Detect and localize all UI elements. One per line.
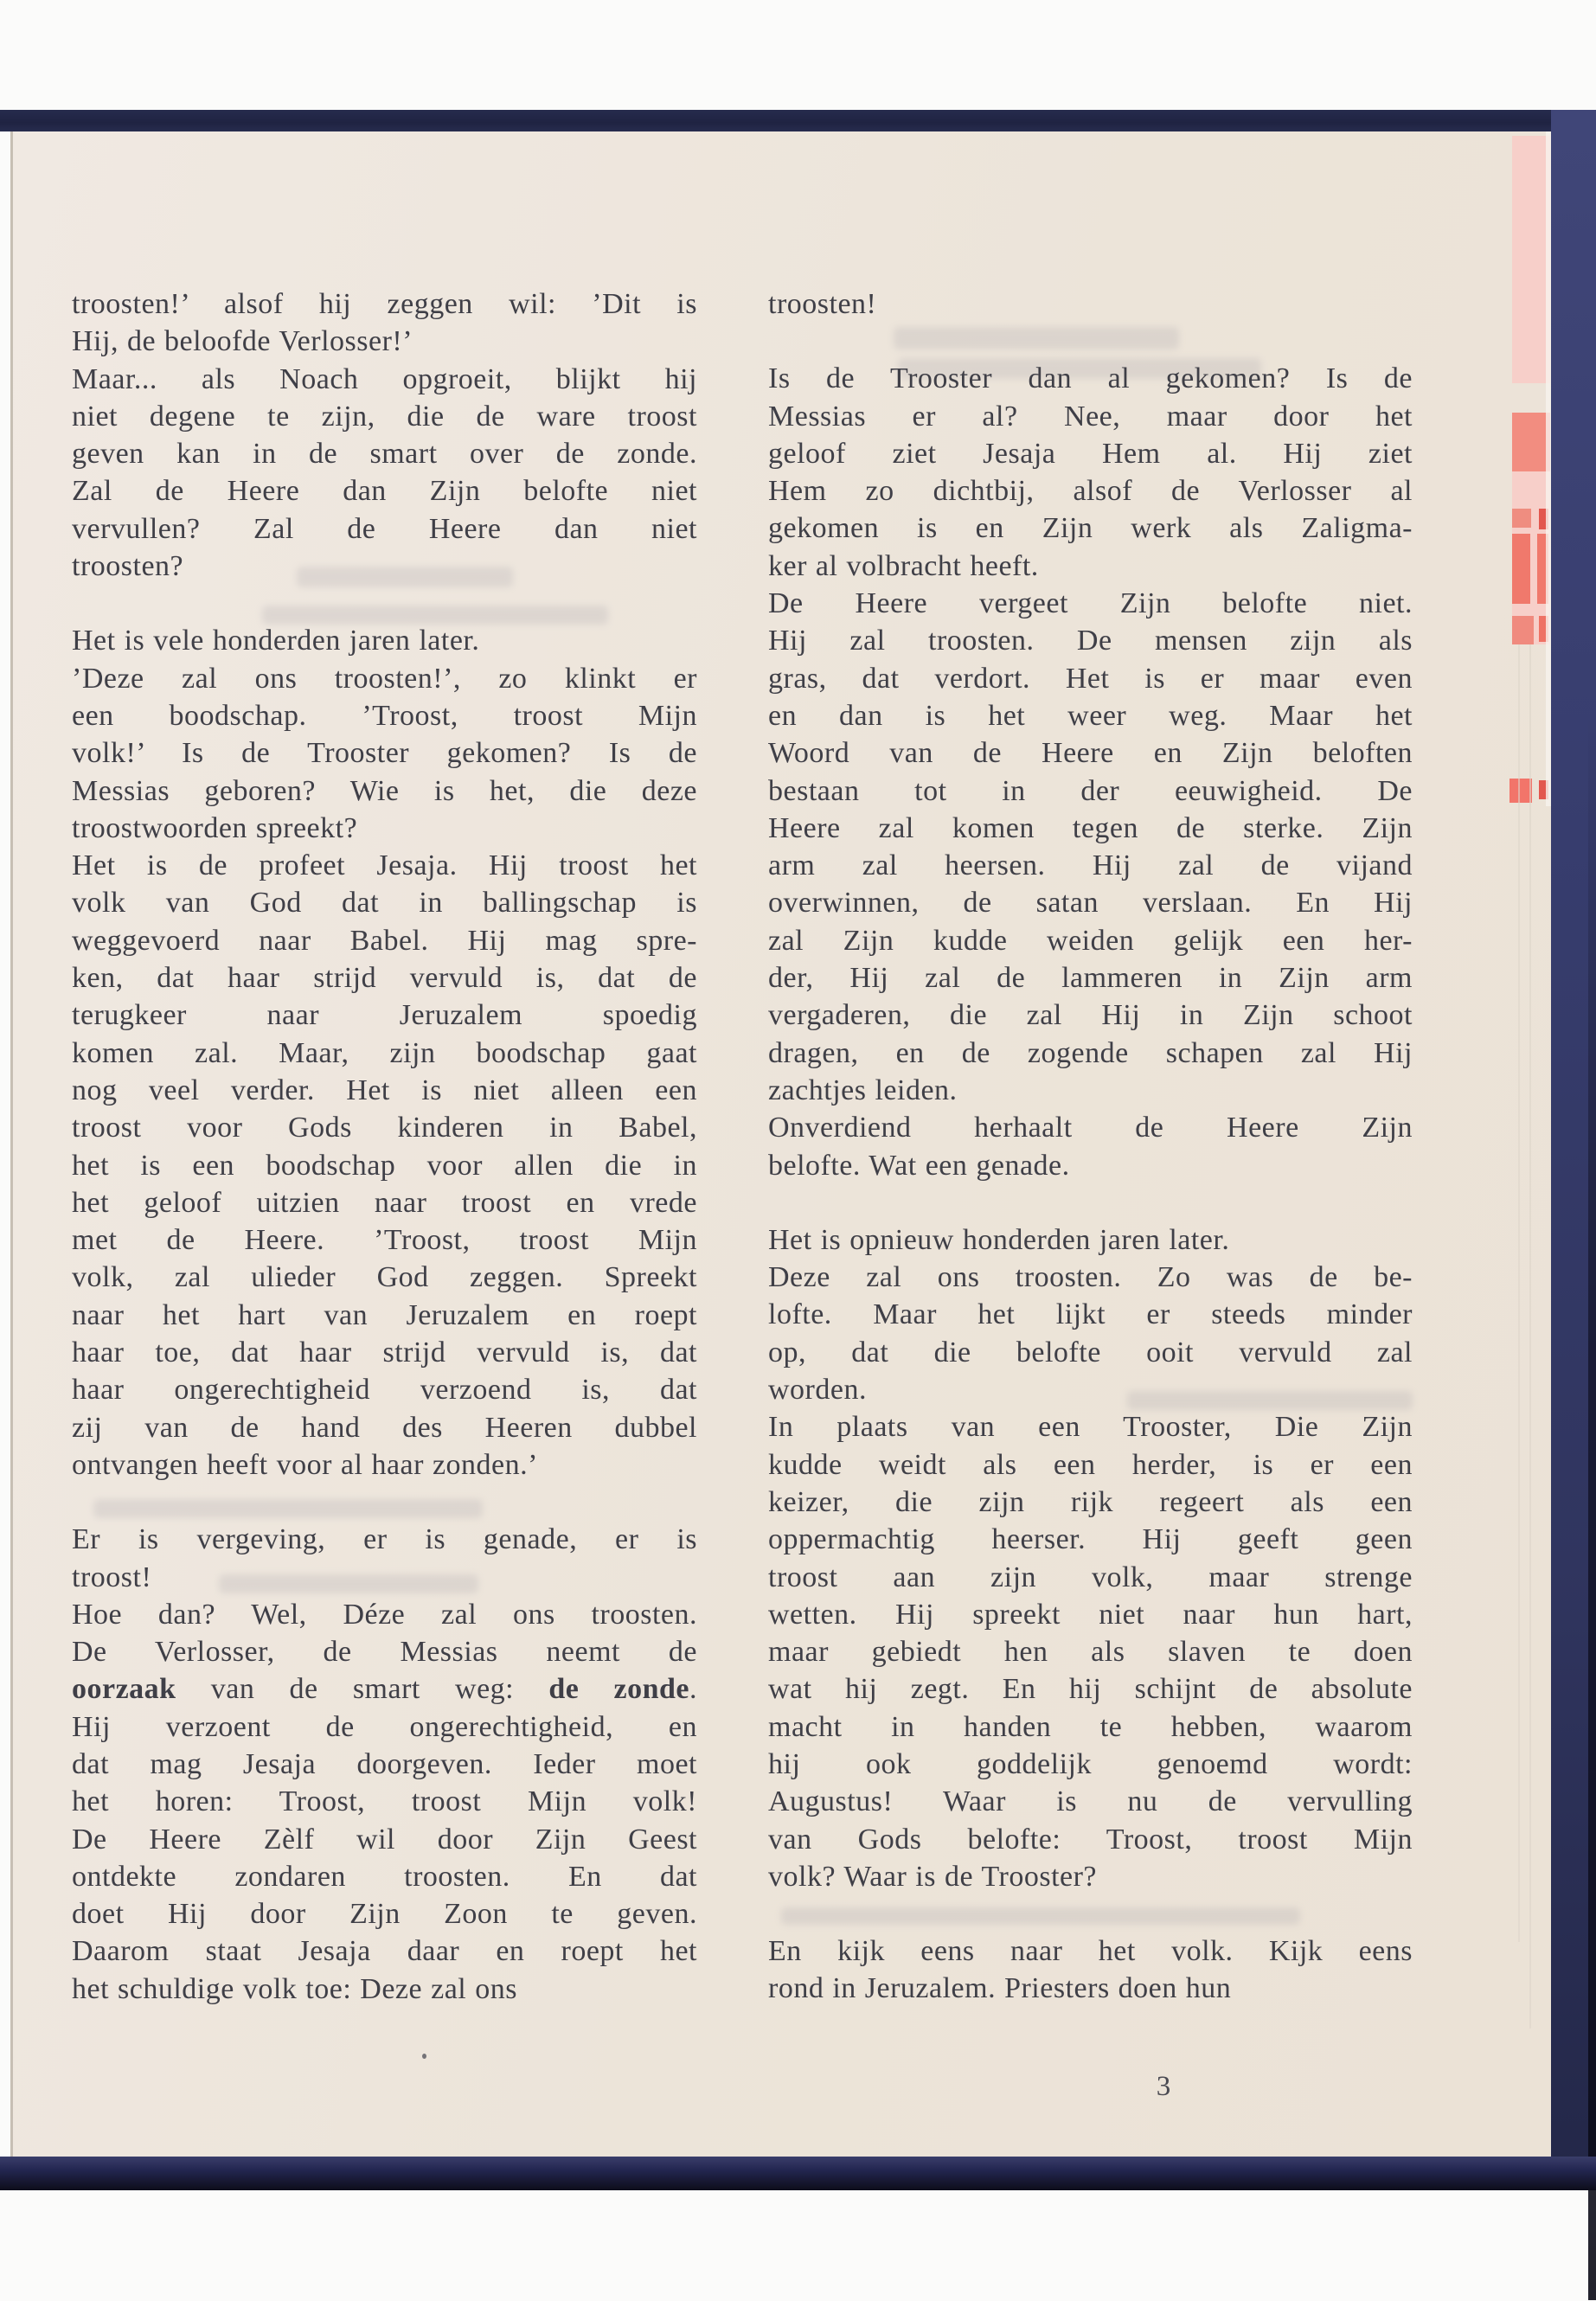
text-line: arm zal heersen. Hij zal de vijand xyxy=(768,849,1413,882)
page-edge-crease xyxy=(1518,644,1520,1942)
edge-pink-band xyxy=(1512,136,1550,383)
text-line: met de Heere. ’Troost, troost Mijn xyxy=(72,1224,697,1257)
text-line: der, Hij zal de lammeren in Zijn arm xyxy=(768,962,1413,995)
text-line: kudde weidt als een herder, is er een xyxy=(768,1448,1413,1481)
text-line: troost! xyxy=(72,1561,152,1593)
text-line: troosten! xyxy=(768,288,877,320)
text-line: belofte. Wat een genade. xyxy=(768,1149,1070,1182)
text-line: troostwoorden spreekt? xyxy=(72,811,358,844)
text-line: dragen, en de zogende schapen zal Hij xyxy=(768,1036,1413,1069)
text-line: doet Hij door Zijn Zoon te geven. xyxy=(72,1898,697,1931)
text-line: en dan is het weer weg. Maar het xyxy=(768,699,1413,732)
text-line: Maar... als Noach opgroeit, blijkt hij xyxy=(72,362,697,395)
text-line: overwinnen, de satan verslaan. En Hij xyxy=(768,887,1413,920)
text-line: Messias er al? Nee, maar door het xyxy=(768,400,1413,433)
text-line: zal Zijn kudde weiden gelijk een her- xyxy=(768,924,1413,957)
text-line: ontvangen heeft voor al haar zonden.’ xyxy=(72,1448,538,1481)
page-number: 3 xyxy=(1156,2071,1171,2102)
text-line: Hem zo dichtbij, alsof de Verlosser al xyxy=(768,475,1413,508)
text-line: terugkeer naar Jeruzalem spoedig xyxy=(72,999,697,1032)
page-edge-crease xyxy=(1529,644,1531,2029)
text-line: komen zal. Maar, zijn boodschap gaat xyxy=(72,1036,697,1069)
text-line: Zal de Heere dan Zijn belofte niet xyxy=(72,475,697,508)
text-line: gras, dat verdort. Het is er maar even xyxy=(768,662,1413,695)
text-line: niet degene te zijn, die de ware troost xyxy=(72,400,697,433)
text-line: op, dat die belofte ooit vervuld zal xyxy=(768,1336,1413,1368)
text-line: De Verlosser, de Messias neemt de xyxy=(72,1636,697,1669)
text-line: Deze zal ons troosten. Zo was de be- xyxy=(768,1261,1413,1294)
text-line: vervullen? Zal de Heere dan niet xyxy=(72,512,697,545)
text-line: Messias geboren? Wie is het, die deze xyxy=(72,774,697,807)
text-line: wat hij zegt. En hij schijnt de absolute xyxy=(768,1673,1413,1706)
text-line: Het is de profeet Jesaja. Hij troost het xyxy=(72,849,697,882)
text-column-left xyxy=(72,285,697,2008)
text-line: Heere zal komen tegen de sterke. Zijn xyxy=(768,811,1413,844)
text-line: het schuldige volk toe: Deze zal ons xyxy=(72,1972,517,2005)
text-line: ontdekte zondaren troosten. En dat xyxy=(72,1860,697,1893)
edge-red-block xyxy=(1512,509,1531,528)
text-line: volk, zal ulieder God zeggen. Spreekt xyxy=(72,1261,697,1294)
text-line: het is een boodschap voor allen die in xyxy=(72,1149,697,1182)
text-line: volk van God dat in ballingschap is xyxy=(72,887,697,920)
text-line: macht in handen te hebben, waarom xyxy=(768,1710,1413,1743)
text-line: Augustus! Waar is nu de vervulling xyxy=(768,1785,1413,1818)
text-line: gekomen is en Zijn werk als Zaligma- xyxy=(768,512,1413,545)
text-line: Het is opnieuw honderden jaren later. xyxy=(768,1223,1230,1256)
text-line: En kijk eens naar het volk. Kijk eens xyxy=(768,1935,1413,1968)
text-line: bestaan tot in der eeuwigheid. De xyxy=(768,774,1413,807)
text-line: volk!’ Is de Trooster gekomen? Is de xyxy=(72,737,697,770)
scan-speck xyxy=(422,2054,426,2059)
text-line: zij van de hand des Heeren dubbel xyxy=(72,1411,697,1444)
text-line: lofte. Maar het lijkt er steeds minder xyxy=(768,1298,1413,1331)
edge-red-block xyxy=(1512,534,1530,604)
book-cover-bottom-edge xyxy=(0,2157,1596,2190)
book-cover-top-edge xyxy=(0,110,1596,131)
text-line: nog veel verder. Het is niet alleen een xyxy=(72,1074,697,1106)
text-line: troosten!’ alsof hij zeggen wil: ’Dit is xyxy=(72,288,697,320)
text-line: Hij zal troosten. De mensen zijn als xyxy=(768,625,1413,657)
text-line: ken, dat haar strijd vervuld is, dat de xyxy=(72,962,697,995)
text-line: dat mag Jesaja doorgeven. Ieder moet xyxy=(72,1747,697,1780)
text-line: haar toe, dat haar strijd vervuld is, dat xyxy=(72,1336,697,1369)
edge-red-block xyxy=(1512,616,1534,644)
text-line: vergaderen, die zal Hij in Zijn schoot xyxy=(768,999,1413,1032)
text-line: Onverdiend herhaalt de Heere Zijn xyxy=(768,1112,1413,1144)
text-line: Hij, de beloofde Verlosser!’ xyxy=(72,325,413,358)
cover-shading xyxy=(1588,715,1596,2300)
text-line: het geloof uitzien naar troost en vrede xyxy=(72,1186,697,1219)
text-line: De Heere vergeet Zijn belofte niet. xyxy=(768,587,1413,620)
text-line: In plaats van een Trooster, Die Zijn xyxy=(768,1411,1413,1444)
text-line: geven kan in de smart over de zonde. xyxy=(72,438,697,471)
text-column-right xyxy=(768,285,1413,2008)
text-line: naar het hart van Jeruzalem en roept xyxy=(72,1298,697,1331)
text-line: volk? Waar is de Trooster? xyxy=(768,1860,1098,1893)
text-line: troost aan zijn volk, maar strenge xyxy=(768,1561,1413,1593)
text-line: weggevoerd naar Babel. Hij mag spre- xyxy=(72,924,697,957)
text-line: hij ook goddelijk genoemd wordt: xyxy=(768,1747,1413,1780)
text-line: De Heere Zèlf wil door Zijn Geest xyxy=(72,1823,697,1856)
book-cover-right xyxy=(1551,110,1596,2190)
text-line: Het is vele honderden jaren later. xyxy=(72,625,480,657)
text-line: het horen: Troost, troost Mijn volk! xyxy=(72,1785,697,1818)
edge-red-block xyxy=(1512,413,1550,471)
book-page xyxy=(10,131,1551,2157)
text-line: Woord van de Heere en Zijn beloften xyxy=(768,737,1413,770)
text-line: troost voor Gods kinderen in Babel, xyxy=(72,1112,697,1144)
text-line: Er is vergeving, er is genade, er is xyxy=(72,1523,697,1556)
text-line: keizer, die zijn rijk regeert als een xyxy=(768,1485,1413,1518)
text-line: Daarom staat Jesaja daar en roept het xyxy=(72,1935,697,1968)
text-line: van Gods belofte: Troost, troost Mijn xyxy=(768,1823,1413,1856)
text-line: worden. xyxy=(768,1374,867,1407)
text-line: oppermachtig heerser. Hij geeft geen xyxy=(768,1523,1413,1556)
text-line: Is de Trooster dan al gekomen? Is de xyxy=(768,362,1413,395)
text-line: ker al volbracht heeft. xyxy=(768,549,1039,582)
text-line: oorzaak van de smart weg: de zonde. xyxy=(72,1673,698,1706)
text-line: ’Deze zal ons troosten!’, zo klinkt er xyxy=(72,662,697,695)
text-line: maar gebiedt hen als slaven te doen xyxy=(768,1636,1413,1669)
text-line: geloof ziet Jesaja Hem al. Hij ziet xyxy=(768,437,1413,470)
text-line: troosten? xyxy=(72,550,184,583)
text-line: wetten. Hij spreekt niet naar hun hart, xyxy=(768,1598,1413,1631)
text-line: zachtjes leiden. xyxy=(768,1074,958,1106)
text-line: Hoe dan? Wel, Déze zal ons troosten. xyxy=(72,1598,697,1631)
text-line: Hij verzoent de ongerechtigheid, en xyxy=(72,1710,697,1743)
text-line: rond in Jeruzalem. Priesters doen hun xyxy=(768,1972,1232,2005)
text-line: haar ongerechtigheid verzoend is, dat xyxy=(72,1374,697,1407)
text-line: een boodschap. ’Troost, troost Mijn xyxy=(72,699,697,732)
